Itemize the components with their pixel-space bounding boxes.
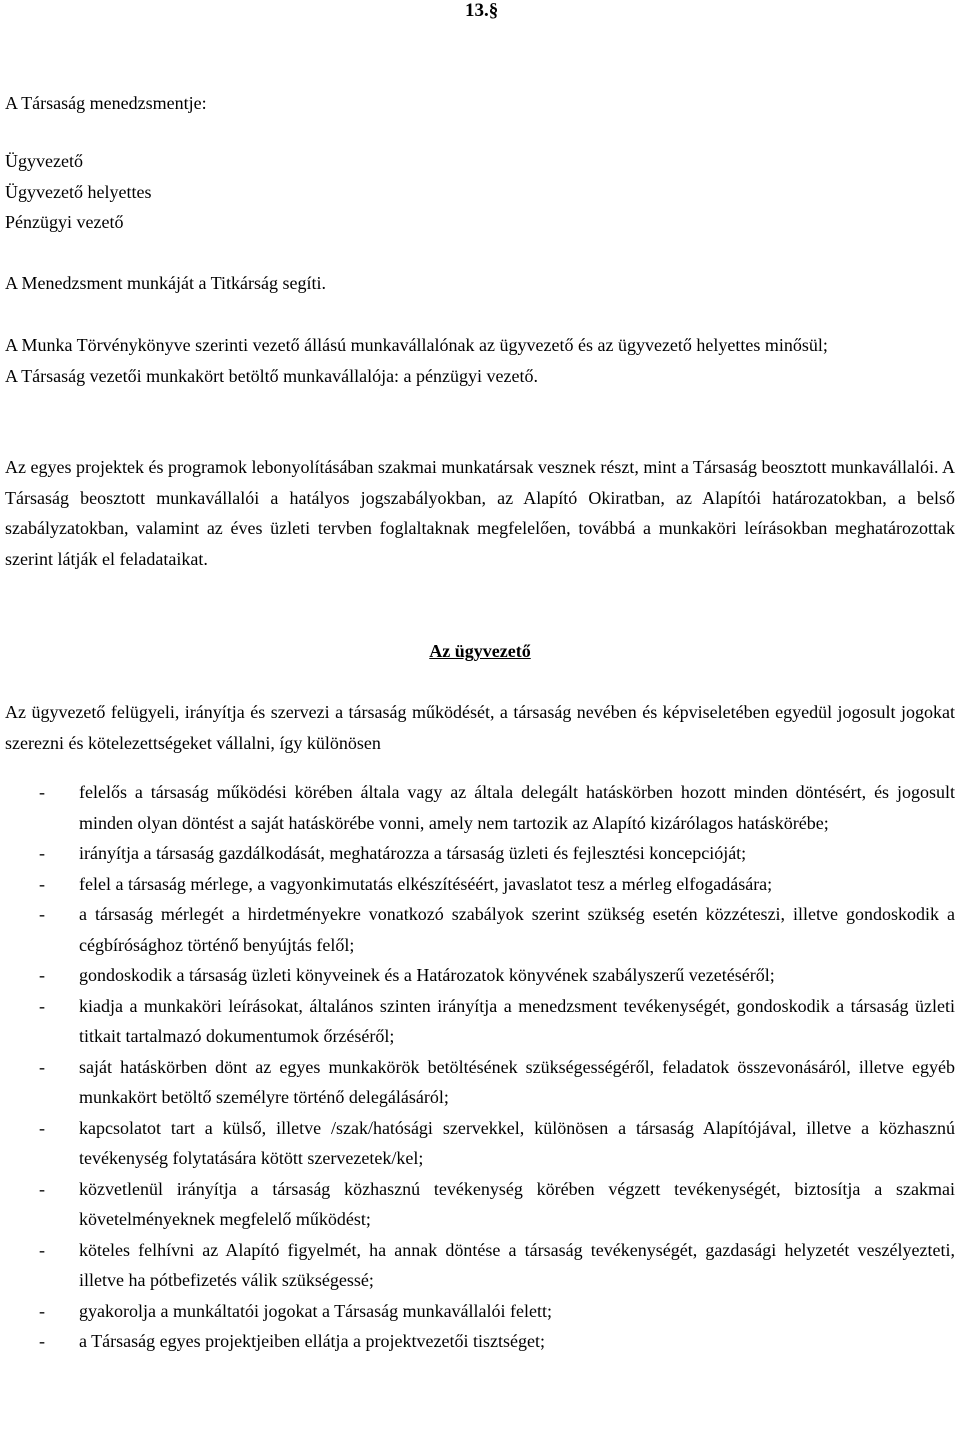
secretariat-note: A Menedzsment munkáját a Titkárság segíti. bbox=[5, 273, 326, 293]
list-item bbox=[5, 991, 955, 1052]
list-dash: - bbox=[39, 1239, 45, 1260]
management-roles bbox=[5, 146, 955, 238]
list-item bbox=[5, 960, 955, 991]
list-item-text: felel a társaság mérlege, a vagyonkimutatás elkészítéséért, javaslatot tesz a mérleg elfogadására; bbox=[79, 873, 773, 894]
list-item bbox=[5, 1235, 955, 1296]
list-dash: - bbox=[39, 843, 45, 863]
list-item bbox=[5, 1174, 955, 1235]
labor-code-paragraph bbox=[5, 330, 955, 391]
list-item bbox=[5, 1113, 955, 1174]
list-item-text: a társaság mérlegét a hirdetményekre vonatkozó szabályok szerint szükség esetén közzéteszi, illetve gondoskodik a cégbírósághoz történő benyújtás felől; bbox=[79, 904, 955, 955]
list-item bbox=[5, 1296, 955, 1327]
list-item-text: irányítja a társaság gazdálkodását, meghatározza a társaság üzleti és fejlesztési koncepcióját; bbox=[79, 843, 747, 863]
role-deputy-director: Ügyvezető helyettes bbox=[5, 181, 152, 202]
duties-list bbox=[5, 777, 955, 1357]
labor-code-line-2: A Társaság vezetői munkakört betöltő munkavállalója: a pénzügyi vezető. bbox=[5, 365, 538, 386]
list-item-text: gondoskodik a társaság üzleti könyveinek és a Határozatok könyvének szabályszerű vezetéséről; bbox=[79, 965, 775, 985]
list-item-text: közvetlenül irányítja a társaság közhasznú tevékenység körében végzett tevékenységét, biztosítja a szakmai követelményeknek megfelelő működést; bbox=[79, 1178, 955, 1229]
list-item-text: saját hatáskörben dönt az egyes munkakörök betöltésének szükségességéről, feladatok összevonásáról, illetve egyéb munkakört betöltő személyre történő delegálásáról; bbox=[79, 1056, 955, 1107]
role-financial-manager: Pénzügyi vezető bbox=[5, 212, 124, 232]
list-dash: - bbox=[39, 904, 45, 924]
section-heading: Az ügyvezető bbox=[429, 641, 531, 661]
list-item bbox=[5, 869, 955, 900]
page-number bbox=[465, 0, 498, 26]
list-item-text: felelős a társaság működési körében általa vagy az általa delegált hatáskörben hozott minden döntésért, és jogosult minden olyan döntést a saját hatáskörébe vonni, amely nem tartozik az Alapító kizárólagos hatáskörébe; bbox=[79, 782, 955, 833]
list-dash: - bbox=[39, 1056, 45, 1077]
list-item-text: a Társaság egyes projektjeiben ellátja a projektvezetői tisztséget; bbox=[79, 1331, 545, 1351]
list-dash: - bbox=[39, 1300, 45, 1321]
list-dash: - bbox=[39, 1331, 45, 1351]
list-item-text: köteles felhívni az Alapító figyelmét, ha annak döntése a társaság tevékenységét, gazdasági helyzetét veszélyezteti, illetve ha pótbefizetés válik szükségessé; bbox=[79, 1239, 955, 1290]
projects-paragraph: Az egyes projektek és programok lebonyolításában szakmai munkatársak vesznek részt, mint a Társaság beosztott munkavállalói. A Társaság beosztott munkavállalói a hatályos jogszabályokban, az Alapító Okiratban, az Alapítói határozatokban, a belső szabályzatokban, valamint az éves üzleti tervben foglaltaknak megfelelően, továbbá a munkaköri leírásokban meghatározottak szerint látják el feladataikat. bbox=[5, 457, 955, 569]
section-intro: Az ügyvezető felügyeli, irányítja és szervezi a társaság működését, a társaság nevében és képviseletében egyedül jogosult jogokat szerezni és kötelezettségeket vállalni, így különösen bbox=[5, 702, 955, 753]
list-item-text: kiadja a munkaköri leírásokat, általános szinten irányítja a menedzsment tevékenységét, gondoskodik a társaság üzleti titkait tartalmazó dokumentumok őrzéséről; bbox=[79, 995, 955, 1046]
list-item bbox=[5, 899, 955, 960]
role-managing-director: Ügyvezető bbox=[5, 151, 83, 171]
list-item bbox=[5, 838, 955, 869]
list-item bbox=[5, 777, 955, 838]
list-item bbox=[5, 1052, 955, 1113]
labor-code-line-1: A Munka Törvénykönyve szerinti vezető állású munkavállalónak az ügyvezető és az ügyvezető helyettes minősül; bbox=[5, 335, 828, 355]
list-item-text: kapcsolatot tart a külső, illetve /szak/hatósági szervekkel, különösen a társaság Alapítójával, illetve a közhasznú tevékenység folytatására kötött szervezetek/kel; bbox=[79, 1117, 955, 1168]
list-item-text: gyakorolja a munkáltatói jogokat a Társaság munkavállalói felett; bbox=[79, 1300, 553, 1321]
list-dash: - bbox=[39, 965, 45, 985]
list-dash: - bbox=[39, 1117, 45, 1138]
list-dash: - bbox=[39, 995, 45, 1016]
list-item bbox=[5, 1326, 955, 1357]
section-sign: § bbox=[488, 0, 499, 21]
management-intro: A Társaság menedzsmentje: bbox=[5, 93, 207, 113]
page-number-value: 13. bbox=[465, 0, 489, 21]
list-dash: - bbox=[39, 1178, 45, 1199]
list-dash: - bbox=[39, 873, 45, 894]
list-dash: - bbox=[39, 782, 45, 802]
